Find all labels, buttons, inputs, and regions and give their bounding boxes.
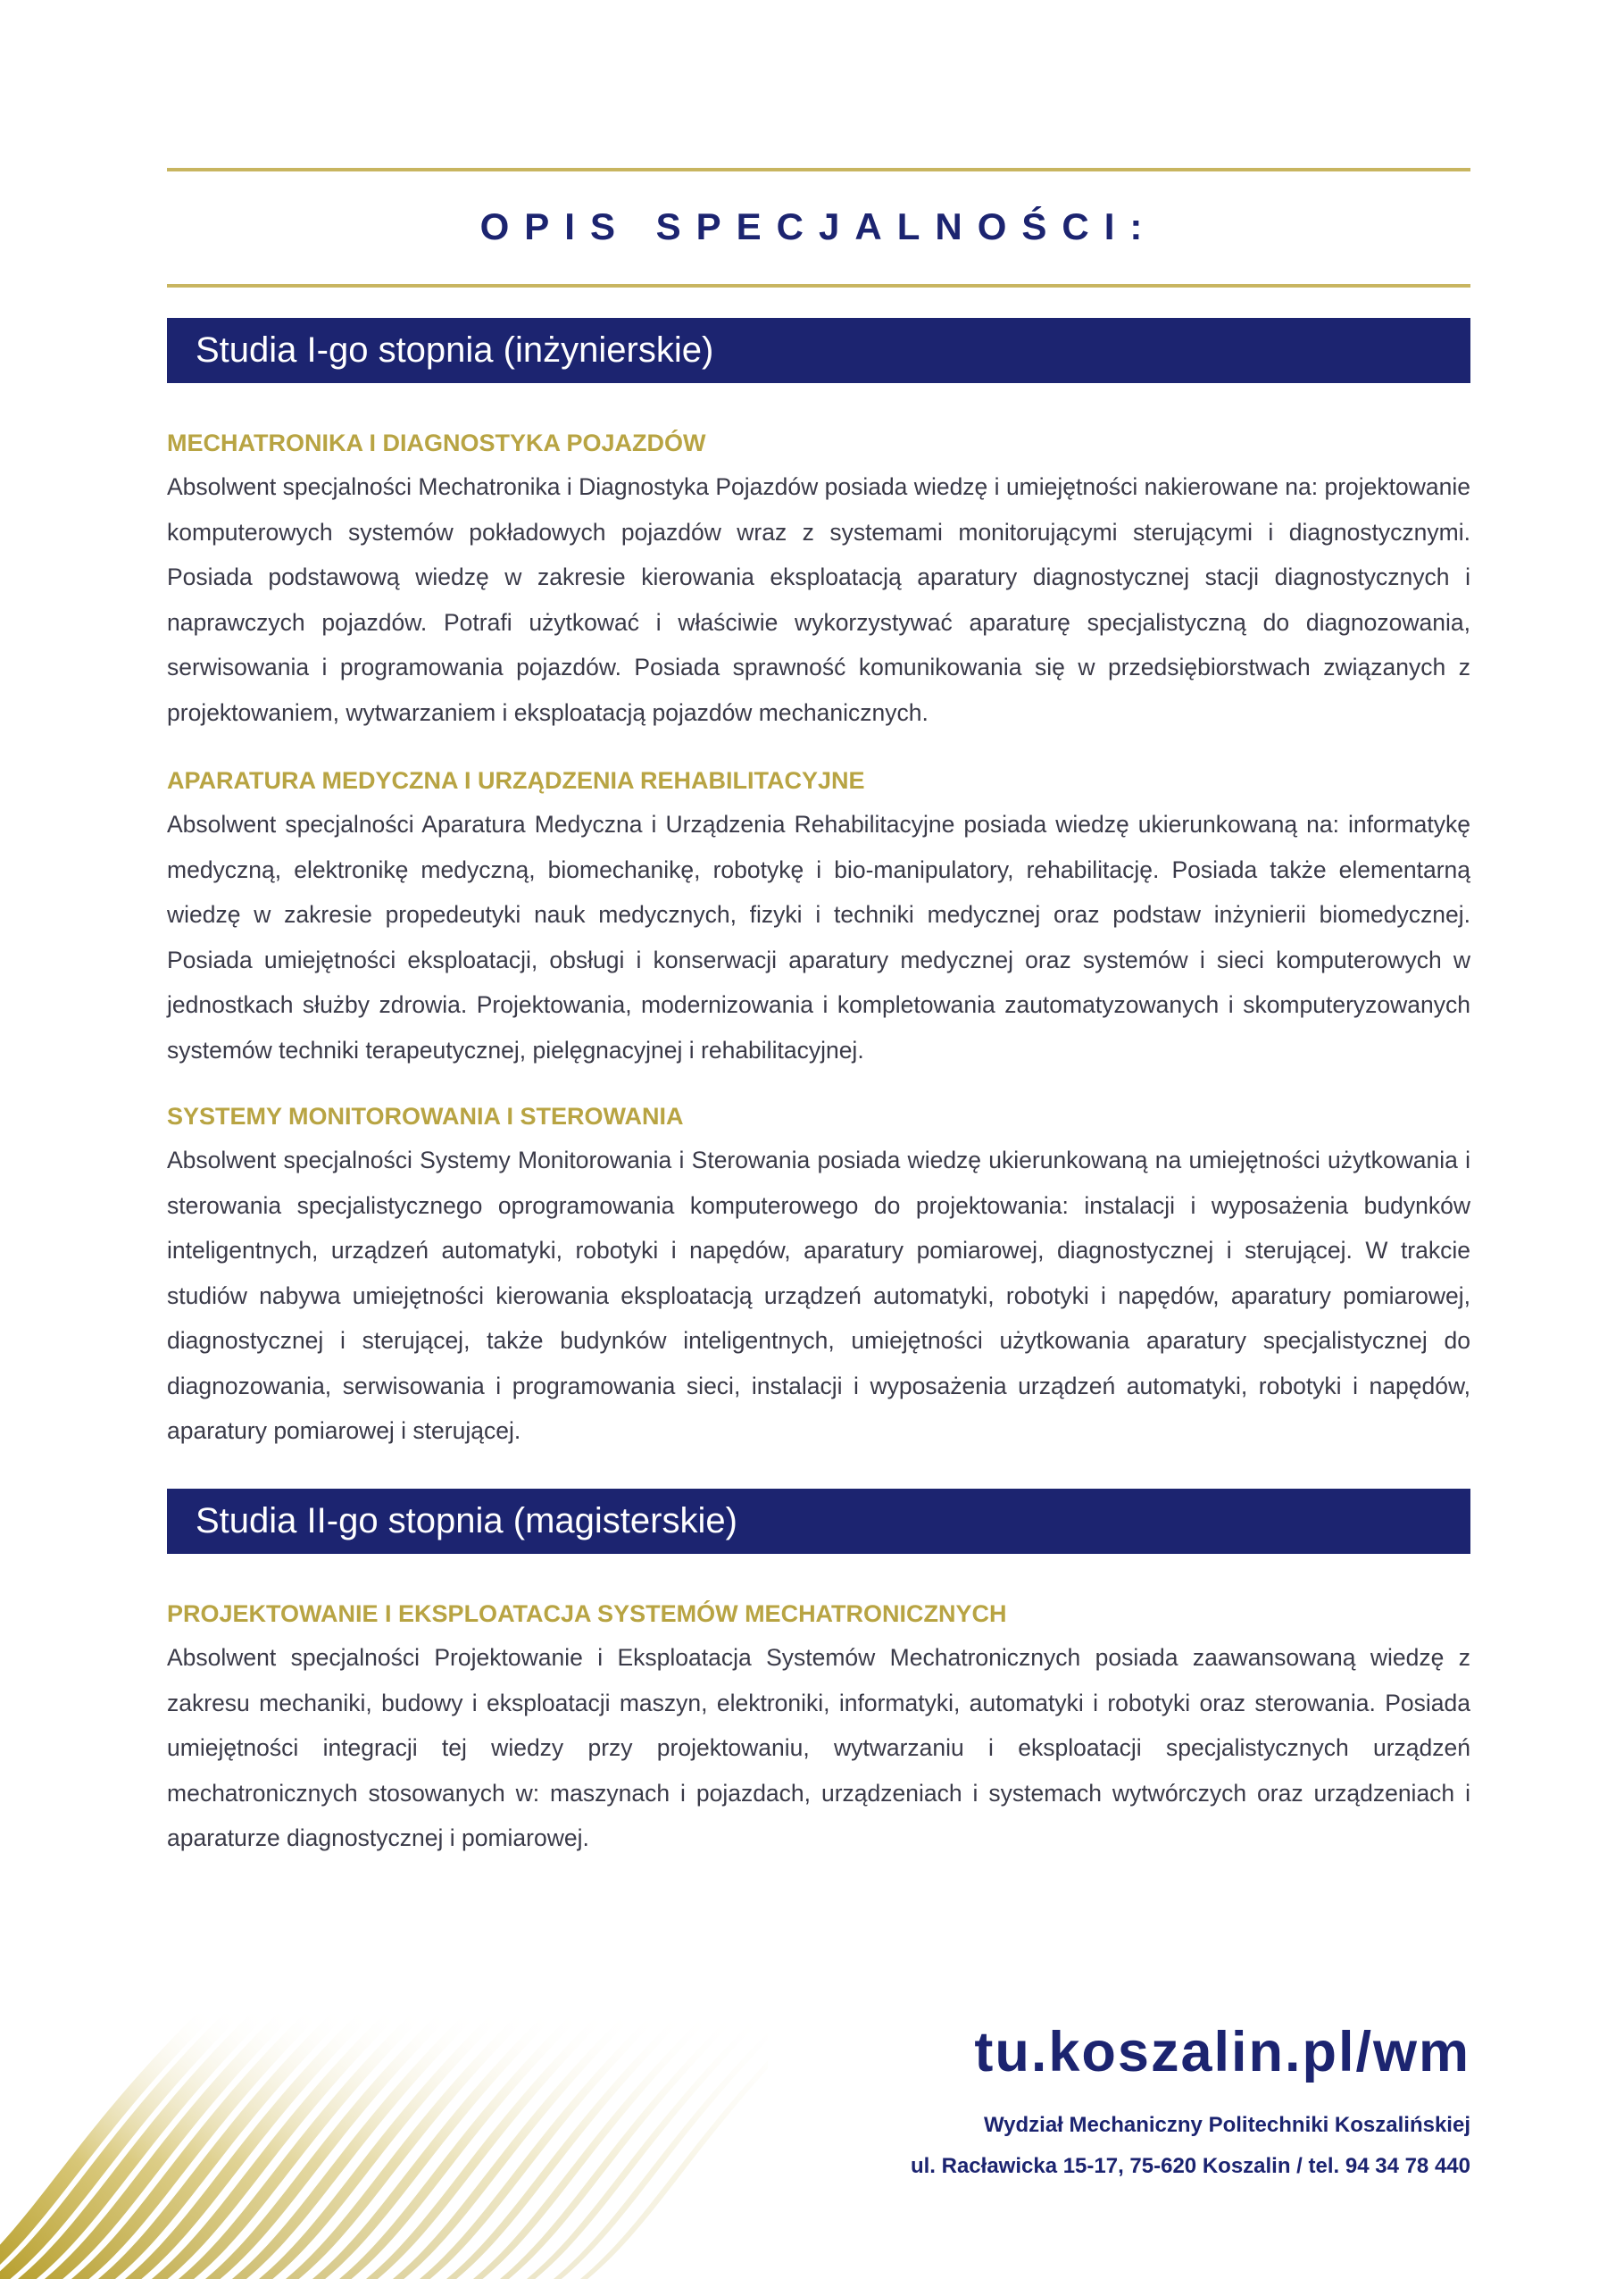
page-title: OPIS SPECJALNOŚCI: [479,205,1158,247]
website-link[interactable]: tu.koszalin.pl/wm [974,2021,1470,2083]
section-mechatronic-systems-design [167,1598,1470,1861]
bottom-gold-rule [167,284,1470,288]
address-contact: ul. Racławicka 15-17, 75-620 Koszalin / tel. 94 34 78 440 [910,2154,1470,2178]
section-vehicle-mechatronics [167,427,1470,735]
section-body: Absolwent specjalności Aparatura Medyczna i Urządzenia Rehabilitacyjne posiada wiedzę ukierunkowaną na: informatykę medyczną, elektronikę medyczną, biomechanikę, robotykę i bio-manipulatory, rehabilitację. Posiada także elementarną wiedzę w zakresie propedeutyki nauk medycznych, fizyki i techniki medycznej oraz podstaw inżynierii biomedycznej. Posiada umiejętności eksploatacji, obsługi i konserwacji aparatury medycznej oraz systemów i sieci komputerowych w jednostkach służby zdrowia. Projektowania, modernizowania i kompletowania zautomatyzowanych i skomputeryzowanych systemów techniki terapeutycznej, pielęgnacyjnej i rehabilitacyjnej. [167,811,1470,1064]
section-title: SYSTEMY MONITOROWANIA I STEROWANIA [167,1103,684,1130]
section-title: APARATURA MEDYCZNA I URZĄDZENIA REHABILITACYJNE [167,767,865,794]
section-title: PROJEKTOWANIE I EKSPLOATACJA SYSTEMÓW MECHATRONICZNYCH [167,1600,1007,1627]
section-title: MECHATRONIKA I DIAGNOSTYKA POJAZDÓW [167,430,706,456]
top-gold-rule [167,168,1470,171]
decorative-stripe [554,2014,768,2279]
section-body: Absolwent specjalności Mechatronika i Diagnostyka Pojazdów posiada wiedzę i umiejętności nakierowane na: projektowanie komputerowych systemów pokładowych pojazdów wraz z systemami monitorującymi sterującymi i diagnostycznymi. Posiada podstawową wiedzę w zakresie kierowania eksploatacją aparatury diagnostycznej stacji diagnostycznych i naprawczych pojazdów. Potrafi użytkować i właściwie wykorzystywać aparaturę specjalistyczną do diagnozowania, serwisowania i programowania pojazdów. Posiada sprawność komunikowania się w przedsiębiorstwach związanych z projektowaniem, wytwarzaniem i eksploatacją pojazdów mechanicznych. [167,473,1470,726]
section-body: Absolwent specjalności Projektowanie i Eksploatacja Systemów Mechatronicznych posiada zaawansowaną wiedzę z zakresu mechaniki, budowy i eksploatacji maszyn, elektroniki, informatyki, automatyki i robotyki oraz sterowania. Posiada umiejętności integracji tej wiedzy przy projektowaniu, wytwarzaniu i eksploatacji specjalistycznych urządzeń mechatronicznych stosowanych w: maszynach i pojazdach, urządzeniach i systemach wytwórczych oraz urządzeniach i aparaturze diagnostycznej i pomiarowej. [167,1644,1470,1851]
section-medical-apparatus [167,764,1470,1073]
degree-header-bachelor: Studia I-go stopnia (inżynierskie) [167,318,1470,383]
section-body: Absolwent specjalności Systemy Monitorowania i Sterowania posiada wiedzę ukierunkowaną na umiejętności użytkowania i sterowania specjalistycznego oprogramowania komputerowego do projektowania: instalacji i wyposażenia budynków inteligentnych, urządzeń automatyki, robotyki i napędów, aparatury pomiarowej, diagnostycznej i sterującej. W trakcie studiów nabywa umiejętności kierowania eksploatacją urządzeń automatyki, robotyki i napędów, aparatury pomiarowej, diagnostycznej i sterującej, także budynków inteligentnych, umiejętności użytkowania aparatury specjalistycznej do diagnozowania, serwisowania i programowania sieci, instalacji i wyposażenia urządzeń automatyki, robotyki i napędów, aparatury pomiarowej i sterującej. [167,1147,1470,1444]
section-monitoring-systems [167,1100,1470,1454]
gold-stripes-decoration [0,2014,768,2279]
department-name: Wydział Mechaniczny Politechniki Koszalińskiej [983,2113,1470,2137]
degree-header-master: Studia II-go stopnia (magisterskie) [167,1489,1470,1554]
